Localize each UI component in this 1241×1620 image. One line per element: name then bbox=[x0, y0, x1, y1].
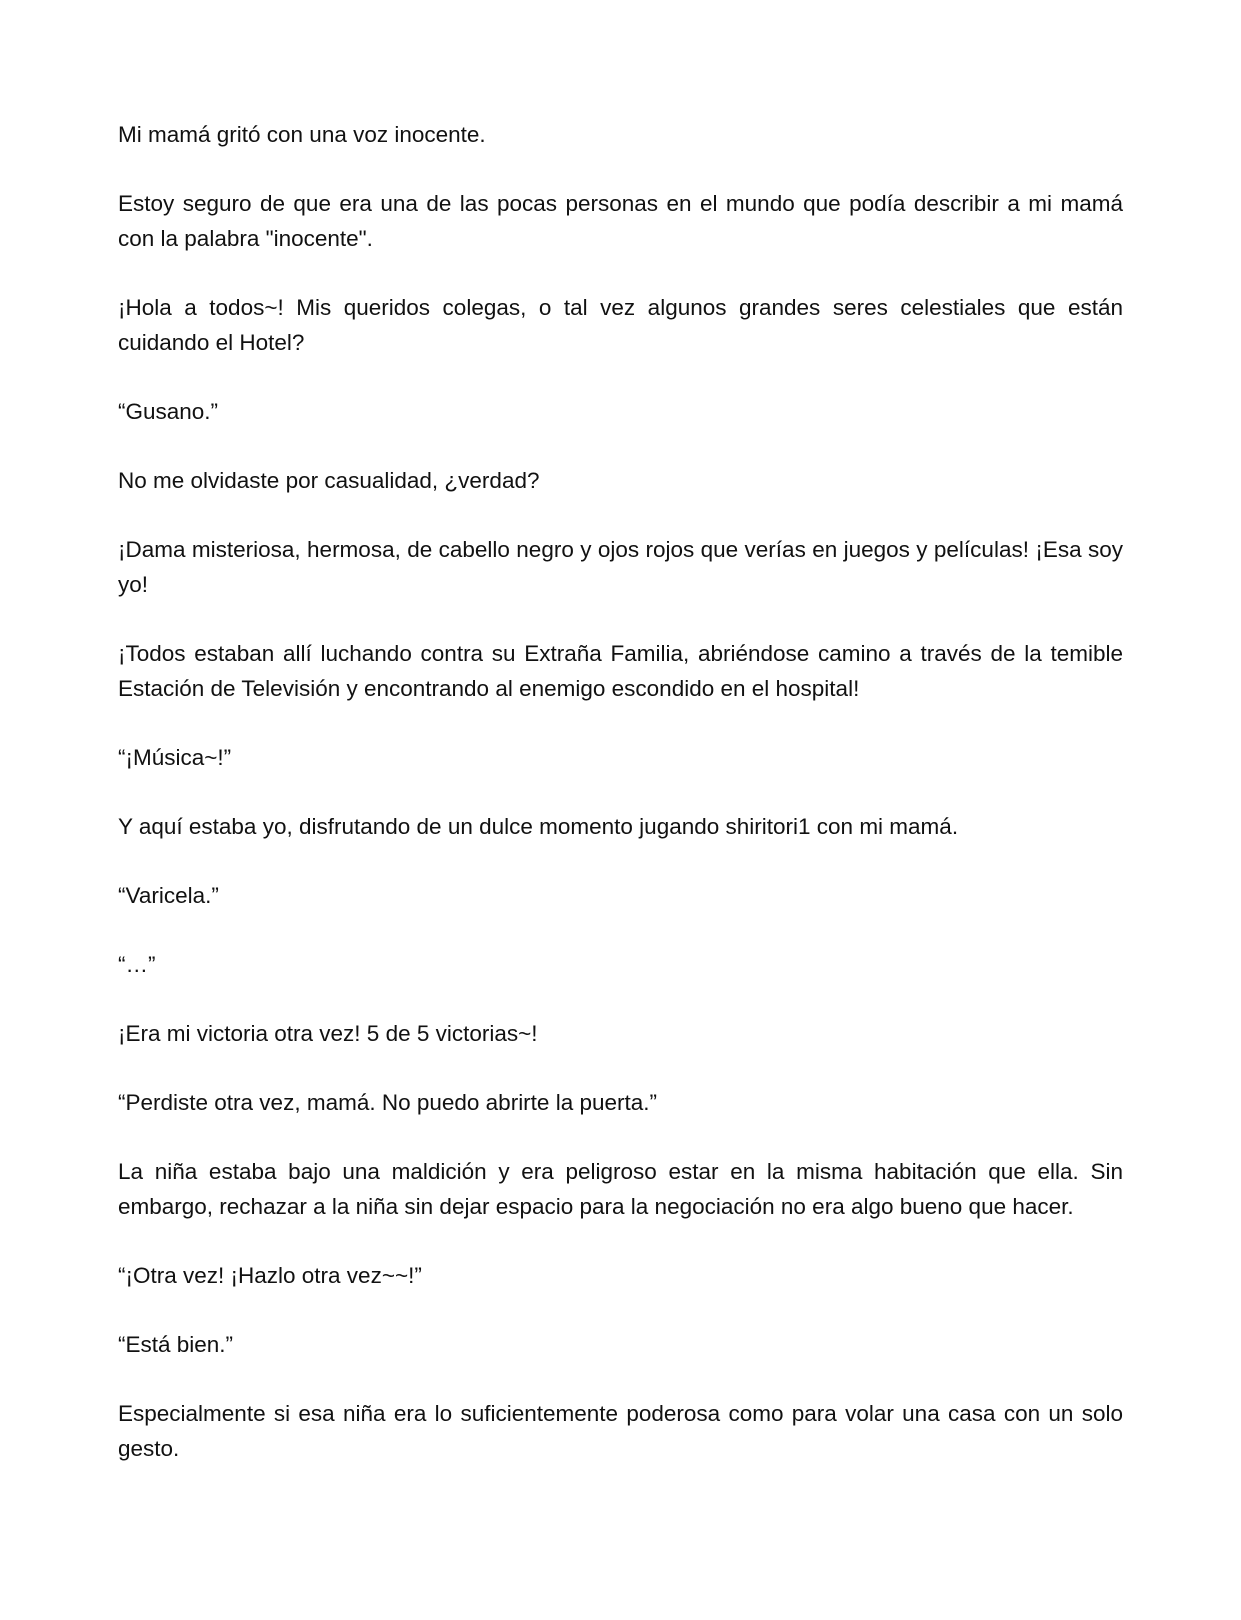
paragraph-3: ¡Hola a todos~! Mis queridos colegas, o tal vez algunos grandes seres celestiales que están cuidando el Hotel? bbox=[118, 295, 1123, 355]
paragraph-2: Estoy seguro de que era una de las pocas personas en el mundo que podía describir a mi mamá con la palabra "inocente". bbox=[118, 191, 1123, 251]
paragraph-14: La niña estaba bajo una maldición y era peligroso estar en la misma habitación que ella. Sin embargo, rechazar a la niña sin dejar espacio para la negociación no era algo bueno que hacer. bbox=[118, 1159, 1123, 1219]
paragraph-13: “Perdiste otra vez, mamá. No puedo abrirte la puerta.” bbox=[118, 1090, 658, 1115]
paragraph-16: “Está bien.” bbox=[118, 1332, 234, 1357]
paragraph-6: ¡Dama misteriosa, hermosa, de cabello negro y ojos rojos que verías en juegos y películas! ¡Esa soy yo! bbox=[118, 537, 1123, 597]
paragraph-9: Y aquí estaba yo, disfrutando de un dulce momento jugando shiritori1 con mi mamá. bbox=[118, 814, 959, 839]
paragraph-12: ¡Era mi victoria otra vez! 5 de 5 victorias~! bbox=[118, 1021, 538, 1046]
paragraph-4: “Gusano.” bbox=[118, 399, 219, 424]
paragraph-1: Mi mamá gritó con una voz inocente. bbox=[118, 122, 486, 147]
paragraph-11: “…” bbox=[118, 952, 156, 977]
paragraph-15: “¡Otra vez! ¡Hazlo otra vez~~!” bbox=[118, 1263, 422, 1288]
paragraph-5: No me olvidaste por casualidad, ¿verdad? bbox=[118, 468, 540, 493]
paragraph-10: “Varicela.” bbox=[118, 883, 219, 908]
paragraph-8: “¡Música~!” bbox=[118, 745, 232, 770]
paragraph-7: ¡Todos estaban allí luchando contra su Extraña Familia, abriéndose camino a través de la temible Estación de Televisión y encontrando al enemigo escondido en el hospital! bbox=[118, 641, 1123, 701]
paragraph-17: Especialmente si esa niña era lo suficientemente poderosa como para volar una casa con un solo gesto. bbox=[118, 1401, 1123, 1461]
